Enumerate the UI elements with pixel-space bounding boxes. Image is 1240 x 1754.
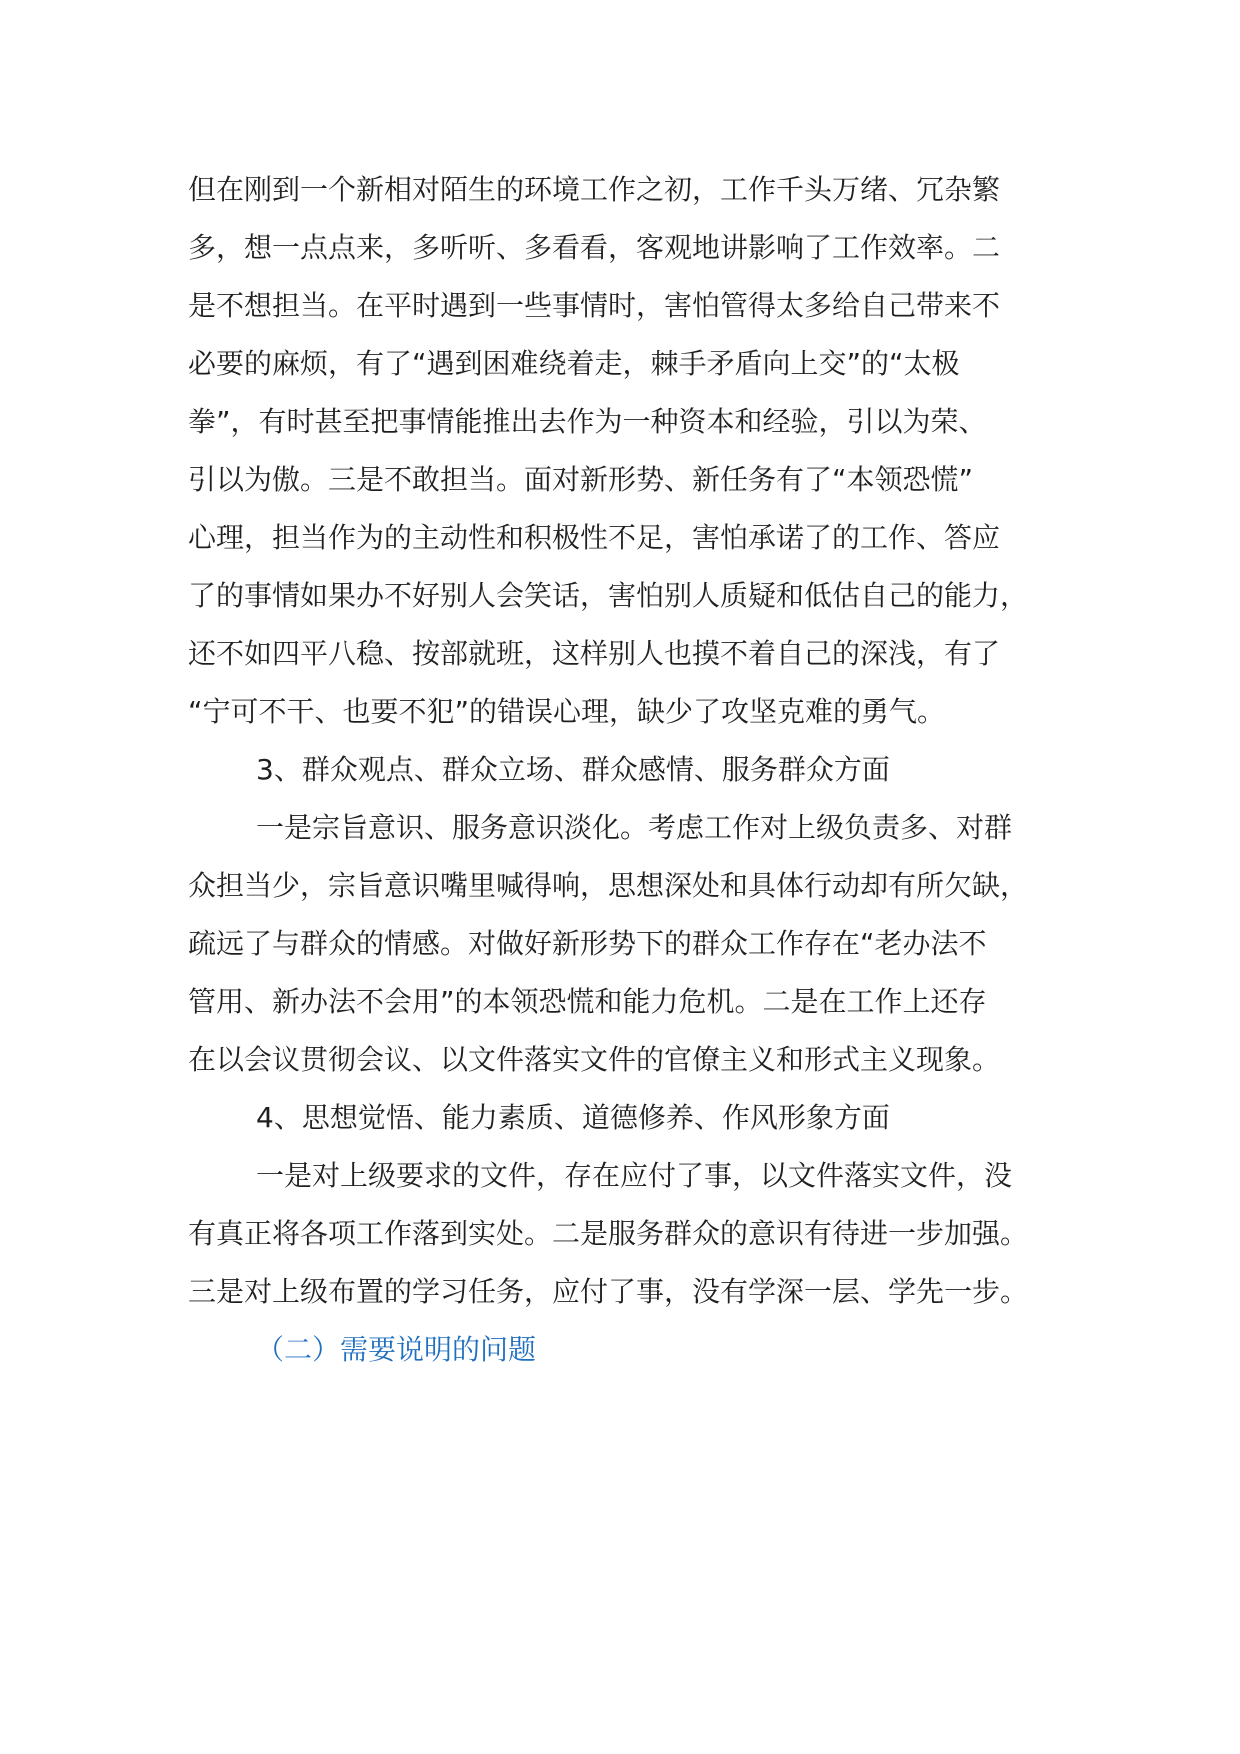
section-heading-4: 4、思想觉悟、能力素质、道德修养、作风形象方面 xyxy=(256,1101,890,1134)
paragraph-line: 疏远了与群众的情感。对做好新形势下的群众工作存在“老办法不 xyxy=(188,927,987,960)
paragraph-line: 多，想一点点来，多听听、多看看，客观地讲影响了工作效率。二 xyxy=(188,231,1001,264)
paragraph-line: 管用、新办法不会用”的本领恐慌和能力危机。二是在工作上还存 xyxy=(188,985,987,1018)
paragraph-line: 引以为傲。三是不敢担当。面对新形势、新任务有了“本领恐慌” xyxy=(188,463,974,496)
subsection-heading: （二）需要说明的问题 xyxy=(256,1333,537,1366)
paragraph-line: 众担当少，宗旨意识嘴里喊得响，思想深处和具体行动却有所欠缺， xyxy=(188,869,1029,902)
paragraph-line: 一是宗旨意识、服务意识淡化。考虑工作对上级负责多、对群 xyxy=(256,811,1013,844)
paragraph-line: 必要的麻烦，有了“遇到困难绕着走，棘手矛盾向上交”的“太极 xyxy=(188,347,960,380)
paragraph-line: 三是对上级布置的学习任务，应付了事，没有学深一层、学先一步。 xyxy=(188,1275,1029,1308)
paragraph-line: 心理，担当作为的主动性和积极性不足，害怕承诺了的工作、答应 xyxy=(188,521,1001,554)
paragraph-line: 是不想担当。在平时遇到一些事情时，害怕管得太多给自己带来不 xyxy=(188,289,1001,322)
paragraph-line: 一是对上级要求的文件，存在应付了事，以文件落实文件，没 xyxy=(256,1159,1013,1192)
paragraph-line: 在以会议贯彻会议、以文件落实文件的官僚主义和形式主义现象。 xyxy=(188,1043,1001,1076)
paragraph-line: 还不如四平八稳、按部就班，这样别人也摸不着自己的深浅，有了 xyxy=(188,637,1001,670)
paragraph-line: 拳”，有时甚至把事情能推出去作为一种资本和经验，引以为荣、 xyxy=(188,405,987,438)
paragraph-line: 有真正将各项工作落到实处。二是服务群众的意识有待进一步加强。 xyxy=(188,1217,1029,1250)
paragraph-line: 但在刚到一个新相对陌生的环境工作之初，工作千头万绪、冗杂繁 xyxy=(188,173,1001,206)
paragraph-line: 了的事情如果办不好别人会笑话，害怕别人质疑和低估自己的能力， xyxy=(188,579,1029,612)
section-heading-3: 3、群众观点、群众立场、群众感情、服务群众方面 xyxy=(256,753,890,786)
paragraph-line: “宁可不干、也要不犯”的错误心理，缺少了攻坚克难的勇气。 xyxy=(188,695,946,728)
